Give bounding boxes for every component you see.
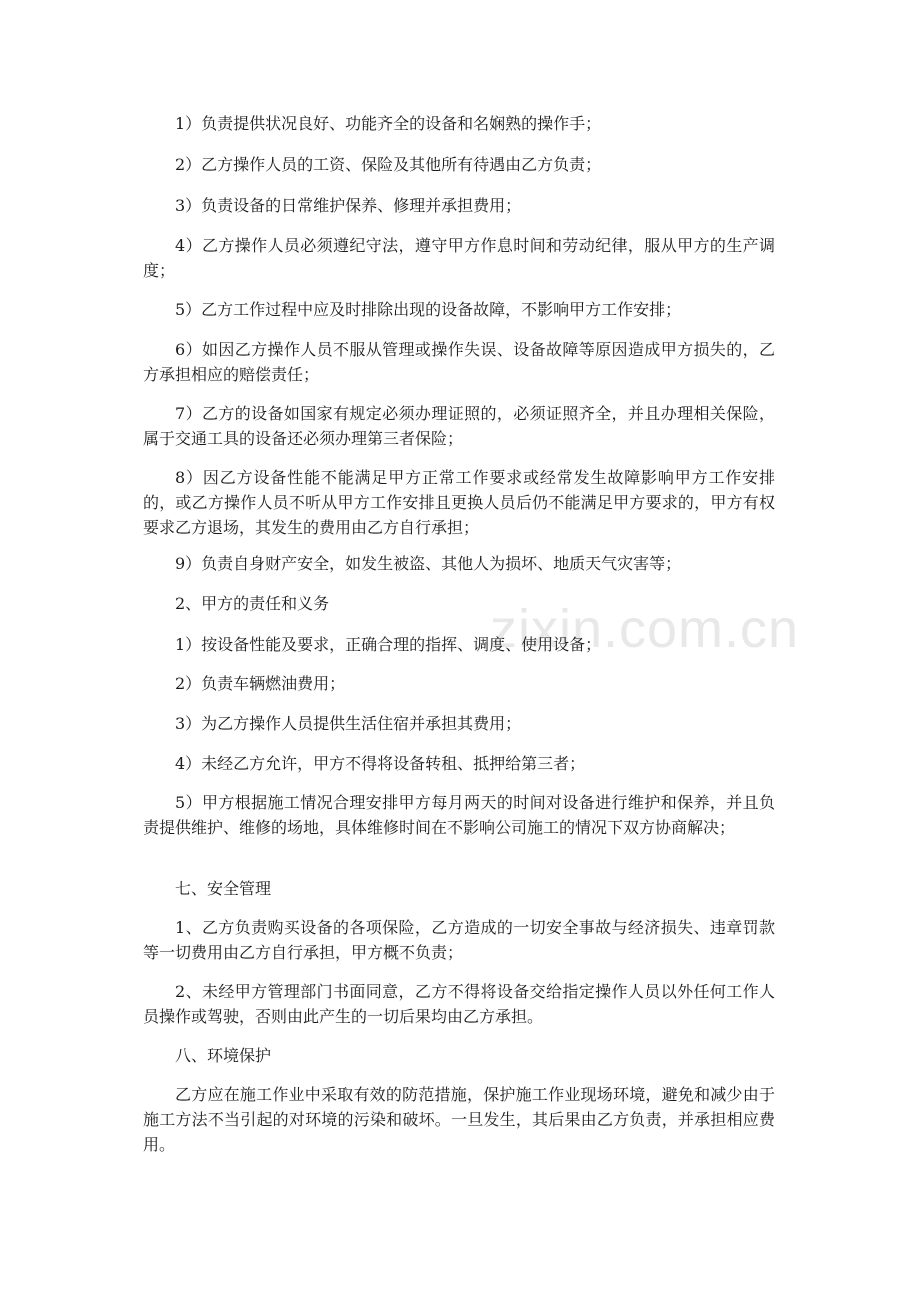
paragraph: 4）乙方操作人员必须遵纪守法，遵守甲方作息时间和劳动纪律，服从甲方的生产调度； — [143, 236, 775, 280]
paragraph: 1、乙方负责购买设备的各项保险，乙方造成的一切安全事故与经济损失、违章罚款等一切费用由乙方自行承担，甲方概不负责； — [143, 918, 775, 962]
paragraph: 8）因乙方设备性能不能满足甲方正常工作要求或经常发生故障影响甲方工作安排的，或乙方操作人员不听从甲方工作安排且更换人员后仍不能满足甲方要求的，甲方有权要求乙方退场，其发生的费用由乙方自行承担； — [143, 468, 775, 537]
paragraph: 1）负责提供状况良好、功能齐全的设备和名娴熟的操作手； — [175, 114, 602, 133]
section-heading: 七、安全管理 — [175, 879, 272, 898]
section-heading: 2、甲方的责任和义务 — [175, 594, 330, 613]
paragraph: 5）甲方根据施工情况合理安排甲方每月两天的时间对设备进行维护和保养，并且负责提供维护、维修的场地，具体维修时间在不影响公司施工的情况下双方协商解决； — [143, 793, 775, 837]
paragraph: 3）负责设备的日常维护保养、修理并承担费用； — [175, 196, 522, 215]
paragraph: 2）负责车辆燃油费用； — [175, 674, 346, 693]
paragraph: 6）如因乙方操作人员不服从管理或操作失误、设备故障等原因造成甲方损失的，乙方承担相应的赔偿责任； — [143, 340, 775, 384]
paragraph: 2）乙方操作人员的工资、保险及其他所有待遇由乙方负责； — [175, 155, 602, 174]
section-heading: 八、环境保护 — [175, 1046, 272, 1065]
paragraph: 4）未经乙方允许，甲方不得将设备转租、抵押给第三者； — [175, 754, 586, 773]
paragraph: 5）乙方工作过程中应及时排除出现的设备故障，不影响甲方工作安排； — [175, 300, 682, 319]
watermark: zixin.com.cn — [490, 599, 800, 659]
paragraph: 乙方应在施工作业中采取有效的防范措施，保护施工作业现场环境，避免和减少由于施工方法不当引起的对环境的污染和破坏。一旦发生，其后果由乙方负责，并承担相应费用。 — [143, 1085, 775, 1154]
paragraph: 3）为乙方操作人员提供生活住宿并承担其费用； — [175, 714, 522, 733]
paragraph: 2、未经甲方管理部门书面同意，乙方不得将设备交给指定操作人员以外任何工作人员操作或驾驶，否则由此产生的一切后果均由乙方承担。 — [143, 982, 775, 1026]
paragraph: 9）负责自身财产安全，如发生被盗、其他人为损坏、地质天气灾害等； — [175, 554, 682, 573]
paragraph: 7）乙方的设备如国家有规定必须办理证照的，必须证照齐全，并且办理相关保险，属于交通工具的设备还必须办理第三者保险； — [143, 404, 775, 448]
paragraph: 1）按设备性能及要求，正确合理的指挥、调度、使用设备； — [175, 635, 602, 654]
